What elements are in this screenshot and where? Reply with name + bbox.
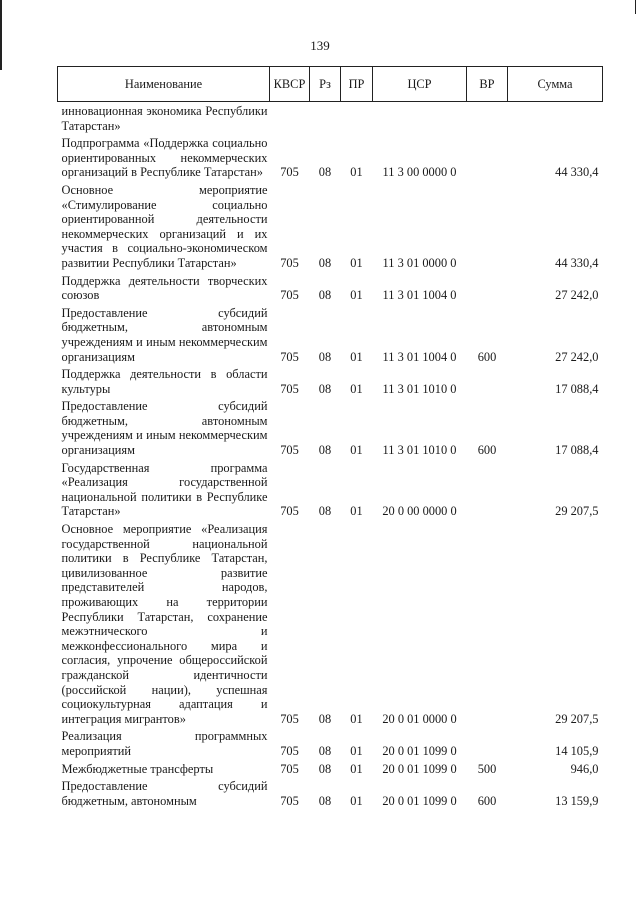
row-sum: 27 242,0: [555, 288, 599, 303]
row-kvsr: 705: [280, 349, 299, 364]
header-sum: Сумма: [508, 67, 603, 102]
row-kvsr: 705: [280, 793, 299, 808]
row-pr: 01: [350, 793, 363, 808]
table-row: [58, 102, 603, 135]
row-name: Поддержка деятельности творческих союзов: [61, 273, 268, 303]
row-name: Межбюджетные трансферты: [61, 761, 214, 776]
row-name: Поддержка деятельности в области культуры: [61, 367, 268, 396]
row-csr: 11 3 01 1010 0: [382, 443, 457, 458]
row-vr: [467, 727, 508, 759]
row-kvsr: 705: [280, 288, 299, 303]
row-kvsr: 705: [280, 761, 299, 776]
row-csr: 20 0 00 0000 0: [382, 504, 457, 519]
row-pr: 01: [350, 743, 363, 758]
row-rz: 08: [318, 165, 332, 180]
row-rz: 08: [318, 255, 332, 270]
header-vr: ВР: [467, 67, 508, 102]
header-pr: ПР: [341, 67, 373, 102]
row-csr: 20 0 01 1099 0: [382, 743, 457, 758]
budget-table: [57, 66, 603, 809]
row-rz: 08: [318, 793, 332, 808]
row-pr: 01: [350, 288, 363, 303]
row-sum: 29 207,5: [555, 711, 599, 726]
row-name: Основное мероприятие «Стимулирование социально ориентированной деятельности некоммерческих организаций и их участия в социально-экономическом развитии Республики Татарстан»: [61, 182, 268, 270]
row-pr: 01: [350, 504, 363, 519]
table-row: [58, 272, 603, 304]
row-vr: [467, 102, 508, 135]
table-row: [58, 727, 603, 759]
header-name: Наименование: [58, 67, 270, 102]
scan-edge-mark-right: [635, 0, 636, 14]
row-rz: 08: [318, 443, 332, 458]
row-name: Предоставление субсидий бюджетным, автономным учреждениям и иным некоммерческим организациям: [61, 399, 268, 458]
row-kvsr: 705: [280, 255, 299, 270]
row-vr: 600: [477, 349, 497, 364]
table-row: [58, 397, 603, 458]
row-vr: [467, 181, 508, 272]
row-sum: 29 207,5: [555, 504, 599, 519]
row-vr: [467, 459, 508, 520]
row-rz: 08: [318, 761, 332, 776]
row-sum: 17 088,4: [555, 443, 599, 458]
row-csr: 11 3 01 1004 0: [382, 288, 457, 303]
row-name: Предоставление субсидий бюджетным, автономным учреждениям и иным некоммерческим организациям: [61, 305, 268, 364]
row-sum: 13 159,9: [555, 793, 599, 808]
row-name: Основное мероприятие «Реализация государственной национальной политики в Республике Татарстан, цивилизованное развитие представителей народов, проживающих на территории Республики Татарстан, сохранение межэтнического и межконфессионального мира и согласия, упрочение общероссийской гражданской идентичности (российской нации), успешная социокультурная адаптация и интеграция мигрантов»: [61, 522, 268, 726]
row-pr: 01: [350, 761, 363, 776]
header-kvsr: КВСР: [270, 67, 310, 102]
row-rz: 08: [318, 711, 332, 726]
row-vr: [467, 272, 508, 304]
row-csr: 20 0 01 1099 0: [382, 793, 457, 808]
table-row: [58, 459, 603, 520]
row-kvsr: 705: [280, 711, 299, 726]
row-kvsr: 705: [280, 165, 299, 180]
row-rz: 08: [318, 743, 332, 758]
row-vr: [467, 134, 508, 181]
row-name: Предоставление субсидий бюджетным, автономным: [61, 779, 268, 808]
row-csr: 11 3 01 1004 0: [382, 349, 457, 364]
row-name: Подпрограмма «Поддержка социально ориентированных некоммерческих организаций в Республике Татарстан»: [61, 136, 268, 180]
table-row: [58, 304, 603, 365]
table-header-row: [58, 67, 603, 102]
row-name: Реализация программных мероприятий: [61, 729, 268, 758]
scan-edge-mark-left: [0, 0, 2, 70]
header-csr: ЦСР: [373, 67, 467, 102]
table-row: [58, 760, 603, 778]
row-sum: [508, 102, 603, 135]
row-csr: 11 3 00 0000 0: [382, 165, 457, 180]
table-row: [58, 134, 603, 181]
page-number: 139: [310, 38, 330, 53]
row-csr: 20 0 01 0000 0: [382, 711, 457, 726]
row-rz: [310, 102, 341, 135]
table-row: [58, 777, 603, 809]
row-rz: 08: [318, 349, 332, 364]
row-vr: [467, 365, 508, 397]
table-row: [58, 181, 603, 272]
row-vr: [467, 520, 508, 727]
row-pr: 01: [350, 711, 363, 726]
row-sum: 44 330,4: [555, 255, 599, 270]
row-kvsr: [270, 102, 310, 135]
row-sum: 17 088,4: [555, 381, 599, 396]
row-kvsr: 705: [280, 381, 299, 396]
header-rz: Рз: [310, 67, 341, 102]
row-kvsr: 705: [280, 443, 299, 458]
row-kvsr: 705: [280, 743, 299, 758]
row-pr: [341, 102, 373, 135]
row-pr: 01: [350, 443, 363, 458]
row-sum: 27 242,0: [555, 349, 599, 364]
table-row: [58, 365, 603, 397]
row-csr: 11 3 01 0000 0: [382, 255, 457, 270]
row-sum: 14 105,9: [555, 743, 599, 758]
row-pr: 01: [350, 381, 363, 396]
row-csr: 20 0 01 1099 0: [382, 761, 457, 776]
row-name: инновационная экономика Республики Татарстан»: [61, 104, 268, 133]
row-vr: 600: [477, 793, 497, 808]
row-rz: 08: [318, 504, 332, 519]
row-rz: 08: [318, 288, 332, 303]
row-vr: 600: [477, 443, 497, 458]
row-pr: 01: [350, 349, 363, 364]
row-sum: 44 330,4: [555, 165, 599, 180]
row-pr: 01: [350, 255, 363, 270]
row-vr: 500: [477, 761, 497, 776]
row-pr: 01: [350, 165, 363, 180]
row-name: Государственная программа «Реализация государственной национальной политики в Республике Татарстан»: [61, 460, 268, 519]
row-csr: 11 3 01 1010 0: [382, 381, 457, 396]
row-sum: 946,0: [570, 761, 599, 776]
row-kvsr: 705: [280, 504, 299, 519]
row-csr: [373, 102, 467, 135]
row-rz: 08: [318, 381, 332, 396]
table-row: [58, 520, 603, 727]
